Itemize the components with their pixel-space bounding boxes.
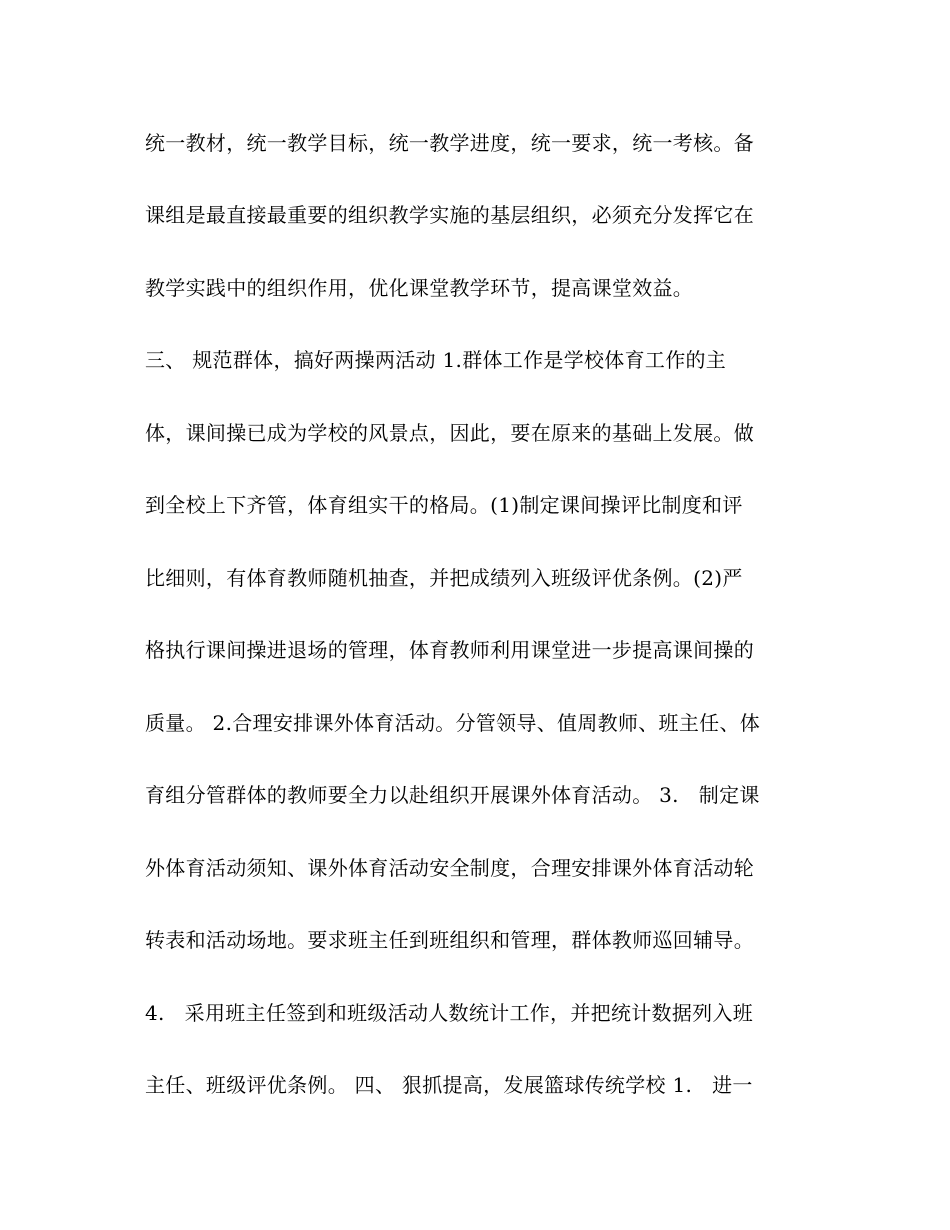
body-text-line: 主任、班级评优条例。 四、 狠抓提高，发展篮球传统学校 1. 进一 (145, 1073, 753, 1097)
body-text-line: 4. 采用班主任签到和班级活动人数统计工作，并把统计数据列入班 (145, 1001, 754, 1025)
body-text-line: 教学实践中的组织作用，优化课堂教学环节，提高课堂效益。 (145, 276, 694, 300)
body-text-line: 格执行课间操进退场的管理，体育教师利用课堂进一步提高课间操的 (145, 638, 754, 662)
body-text-line: 统一教材，统一教学目标，统一教学进度，统一要求，统一考核。备 (145, 131, 754, 155)
body-text-line: 体，课间操已成为学校的风景点，因此，要在原来的基础上发展。做 (145, 421, 754, 445)
body-text-line: 质量。 2.合理安排课外体育活动。分管领导、值周教师、班主任、体 (145, 711, 761, 735)
body-text-line: 三、 规范群体，搞好两操两活动 1.群体工作是学校体育工作的主 (145, 348, 727, 372)
body-text-line: 课组是最直接最重要的组织教学实施的基层组织，必须充分发挥它在 (145, 203, 754, 227)
body-text-line: 转表和活动场地。要求班主任到班组织和管理，群体教师巡回辅导。 (145, 928, 754, 952)
body-text-line: 比细则，有体育教师随机抽查，并把成绩列入班级评优条例。(2)严 (145, 566, 743, 590)
body-text-line: 到全校上下齐管，体育组实干的格局。(1)制定课间操评比制度和评 (145, 493, 743, 517)
body-text-line: 育组分管群体的教师要全力以赴组织开展课外体育活动。 3. 制定课 (145, 783, 760, 807)
body-text-line: 外体育活动须知、课外体育活动安全制度，合理安排课外体育活动轮 (145, 856, 754, 880)
